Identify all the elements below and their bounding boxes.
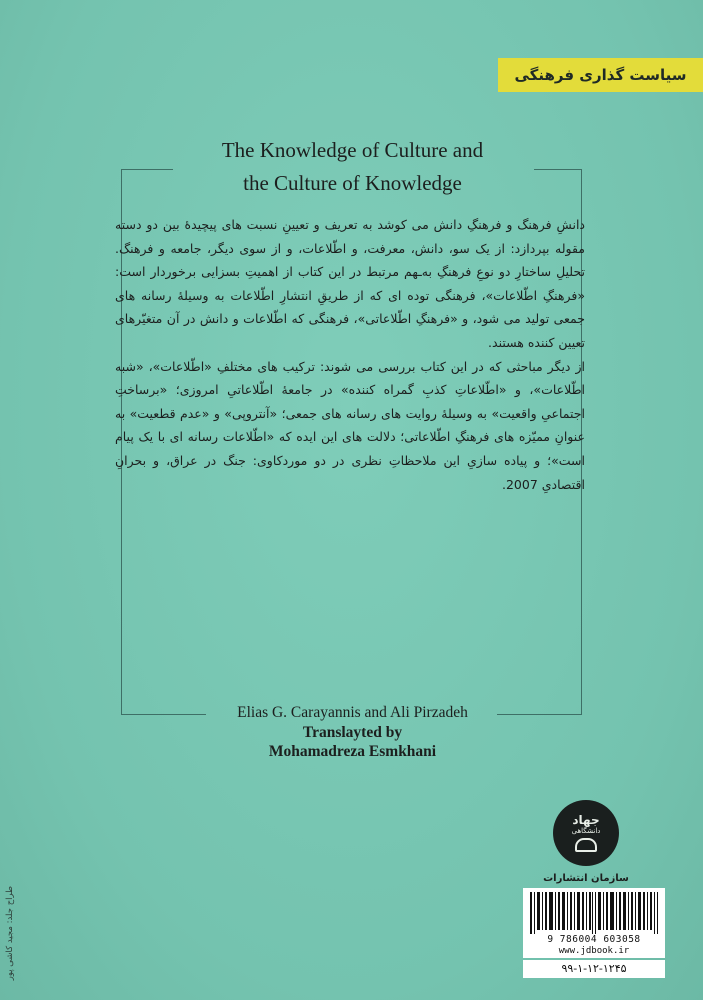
series-badge: سیاست گذاری فرهنگی	[498, 58, 703, 92]
book-title	[175, 134, 530, 200]
barcode-bars-icon	[530, 892, 658, 934]
cover-designer-credit: طراح جلد: مجید کاشی پور	[5, 886, 15, 981]
publisher-url: www.jdbook.ir	[558, 946, 630, 956]
credits	[175, 703, 530, 761]
description-text	[115, 213, 585, 496]
publisher-name: سازمان انتشارات	[543, 873, 629, 884]
translator: Mohamadreza Esmkhani	[268, 743, 437, 760]
description-paragraph-1: دانشِ فرهنگ و فرهنگِ دانش می کوشد به تعریف و تعیینِ نسبت های پیچیدهٔ بین دو دسته مقوله بپردازد: از یک سو، دانش، معرفت، و اطّلاعات، و از سوی دیگر، جامعه و فرهنگ. تحلیلِ ساختارِ دو نوعِ فرهنگِ به‌ـهم مرتبط در این کتاب از اهمیتِ بسزایی برخوردار است: «فرهنگِ اطّلاعات»، فرهنگی توده ای که از طریقِ انتشارِ اطّلاعات به وسیلهٔ رسانه های جمعی تولید می شود، و «فرهنگِ اطّلاعاتی»، فرهنگی که اطّلاعات و دانش در آن متغیّرهای تعیین کننده هستند.	[115, 217, 585, 350]
frame-top-left-line	[121, 169, 173, 170]
logo-emblem-icon	[575, 838, 597, 852]
title-line-1: The Knowledge of Culture and	[221, 138, 484, 162]
description-paragraph-2: از دیگر مباحثی که در این کتاب بررسی می شوند: ترکیب های مختلفِ «اطّلاعات»، «شبه اطّلاعات»، و «اطّلاعاتِ کذبِ گمراه کننده» در جامعهٔ اطّلاعاتیِ امروزی؛ «برساختِ اجتماعیِ واقعیت» به وسیلهٔ روایت های رسانه های جمعی؛ «آنتروپی» و «عدم قطعیت» به عنوانِ ممیّزه های فرهنگِ اطّلاعاتی؛ دلالت های این ایده که «اطّلاعات رسانه ای با یک پیام است»؛ و پیاده سازیِ این ملاحظاتِ نظری در دو موردکاوی: جنگ در عراق، و بحرانِ اقتصادیِ 2007.	[115, 358, 585, 492]
frame-top-right-line	[534, 169, 582, 170]
logo-word-1: جهاد	[572, 813, 600, 827]
book-code: ۹۹-۱-۱۲-۱۲۴۵	[523, 960, 665, 978]
logo-word-2: دانشگاهی	[571, 827, 601, 835]
title-line-2: the Culture of Knowledge	[243, 171, 462, 195]
authors: Elias G. Carayannis and Ali Pirzadeh	[237, 704, 468, 721]
publisher-logo	[553, 800, 619, 866]
translated-label: Translayted by	[302, 724, 403, 741]
barcode-number: 9 786004 603058	[547, 934, 641, 945]
barcode	[523, 888, 665, 958]
